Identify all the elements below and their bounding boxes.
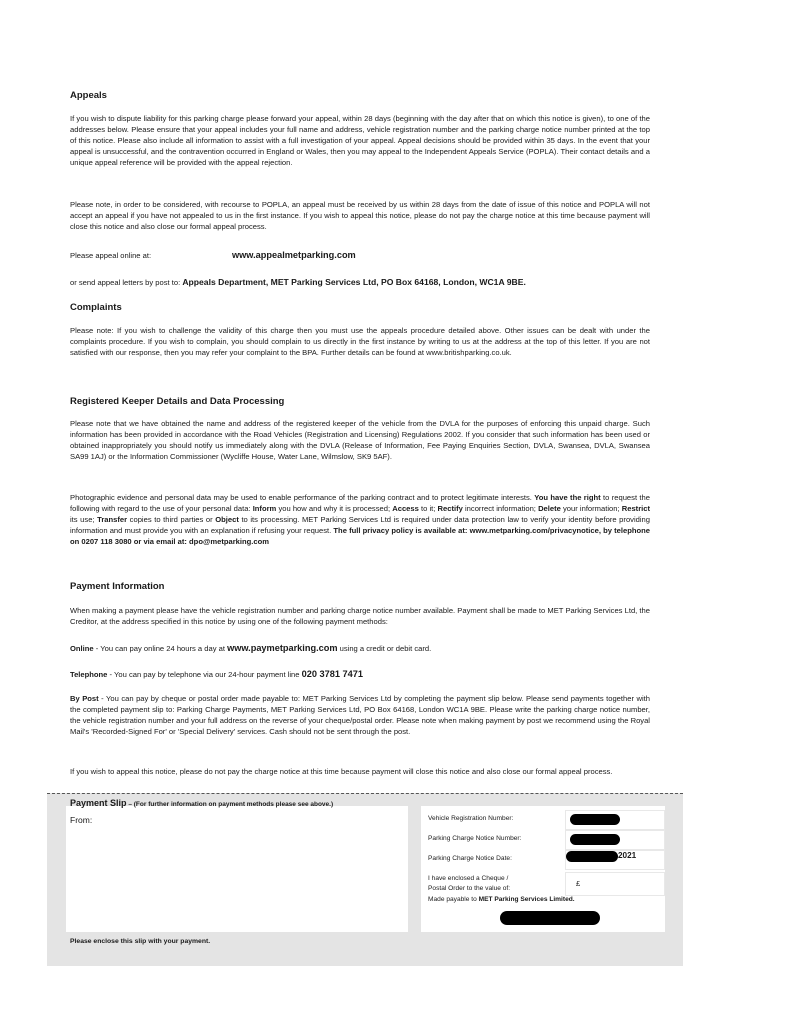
payment-post-text: - You can pay by cheque or postal order made payable to: MET Parking Services Ltd by completing the payment slip below. Please send payments together with the completed payment slip to: Parking Charge Payments, MET Parking Services Ltd, PO Box 64168, London WC1A 9BE. Please write the parking charge notice number, the vehicle registration number and your full address on the reverse of your cheque/postal order. Please note when making payment by post we recommend using the Royal Mail's 'Recorded-Signed For' or 'Special Delivery' services. Cash should not be sent through the post. <box>70 694 650 736</box>
from-address-box[interactable] <box>66 806 408 932</box>
rectify-text: incorrect information; <box>462 504 539 513</box>
appeal-post-address: Appeals Department, MET Parking Services Ltd, PO Box 64168, London, WC1A 9BE. <box>182 277 526 287</box>
cheque-label-2: Postal Order to the value of: <box>428 885 511 892</box>
payment-slip-title <box>70 798 333 808</box>
rights-bold: You have the right <box>534 493 601 502</box>
payable-label <box>428 896 575 903</box>
access-bold: Access <box>392 504 419 513</box>
payment-online-text: - You can pay online 24 hours a day at <box>93 644 228 653</box>
cheque-label-1: I have enclosed a Cheque / <box>428 875 509 882</box>
appeals-heading: Appeals <box>70 90 107 101</box>
payment-online-link[interactable]: www.paymetparking.com <box>227 643 338 653</box>
pcn-date-label: Parking Charge Notice Date: <box>428 855 512 862</box>
payment-heading: Payment Information <box>70 581 165 592</box>
payment-slip-title-text: Payment Slip <box>70 798 127 808</box>
payable-text: Made payable to <box>428 896 479 903</box>
keeper-photo-evidence-text: Photographic evidence and personal data may be used to enable performance of the parking contract and to protect legitimate interests. <box>70 493 532 502</box>
pcn-number-redaction <box>570 834 620 845</box>
appeal-online-link[interactable]: www.appealmetparking.com <box>232 250 356 260</box>
restrict-bold: Restrict <box>621 504 651 513</box>
signature-redaction <box>500 911 600 925</box>
complaints-heading: Complaints <box>70 302 122 313</box>
vrn-label: Vehicle Registration Number: <box>428 815 514 822</box>
vrn-redaction <box>570 814 620 825</box>
transfer-bold: Transfer <box>97 515 128 524</box>
enclose-instruction: Please enclose this slip with your payment. <box>70 938 211 945</box>
complaints-paragraph: Please note: If you wish to challenge the validity of this charge then you must use the appeals procedure detailed above. Other issues can be dealt with under the complaints procedure. If you wish to complain, you should complain to us directly in the first instance by writing to us at the address at the top of this letter. If you are not satisfied with our response, then you may refer your complaint to the BPA. Further details can be found at www.britishparking.co.uk. <box>70 326 650 357</box>
restrict-text: its use; <box>70 515 98 524</box>
payable-bold: MET Parking Services Limited. <box>478 896 575 903</box>
keeper-heading: Registered Keeper Details and Data Processing <box>70 396 285 407</box>
payment-online-row <box>70 643 650 654</box>
payment-post-row <box>70 693 650 737</box>
privacy-policy-bold: The full privacy policy is available at: www.metparking.com/privacynotice, by telephone on 0207 118 3080 or via email at: dpo@metparking.com <box>70 526 650 546</box>
appeal-online-row <box>70 250 650 261</box>
rectify-bold: Rectify <box>437 504 463 513</box>
payment-online-text-2: using a credit or debit card. <box>337 644 432 653</box>
payment-intro: When making a payment please have the vehicle registration number and parking charge notice number available. Payment shall be made to MET Parking Services Ltd, the Creditor, at the address specified in this notice by using one of the following payment methods: <box>70 606 650 626</box>
appeals-paragraph-1: If you wish to dispute liability for this parking charge please forward your appeal, within 28 days (beginning with the day after that on which this notice is given), to one of the addresses below. Please ensure that your appeal includes your full name and address, vehicle registration number and the parking charge notice number printed at the top of this notice. Please also include all information to assist with a full investigation of your appeal. Appeal decisions should be provided within 35 days. In the event that your appeal is unsuccessful, and the contravention occurred in England or Wales, then you may appeal to the Independent Appeals Service (POPLA). Their contact details and a unique appeal reference will be provided with the appeal rejection. <box>70 114 650 167</box>
payment-phone-number: 020 3781 7471 <box>301 669 363 679</box>
payment-closing: If you wish to appeal this notice, please do not pay the charge notice at this time because payment will close this notice and also close our formal appeal process. <box>70 767 613 776</box>
inform-text: you how and why it is processed; <box>276 504 393 513</box>
currency-symbol: £ <box>576 879 581 888</box>
payment-phone-text: - You can pay by telephone via our 24-hour payment line <box>107 670 302 679</box>
payment-online-bold: Online <box>70 644 94 653</box>
from-label: From: <box>70 815 93 825</box>
keeper-paragraph-2 <box>70 492 650 547</box>
transfer-text: copies to third parties or <box>127 515 216 524</box>
delete-bold: Delete <box>538 504 561 513</box>
appeal-post-row <box>70 277 650 288</box>
object-bold: Object <box>215 515 239 524</box>
delete-text: your information; <box>560 504 622 513</box>
appeal-post-label: or send appeal letters by post to: <box>70 278 181 287</box>
payment-phone-bold: Telephone <box>70 670 108 679</box>
appeals-paragraph-2: Please note, in order to be considered, with recourse to POPLA, an appeal must be received by us within 28 days from the date of issue of this notice and POPLA will not accept an appeal if you have not appealed to us in the first instance. If you wish to appeal this notice, please do not pay the charge notice at this time because payment will close this notice and also close our formal appeal process. <box>70 200 650 231</box>
pcn-date-redaction <box>566 851 618 862</box>
pcn-number-label: Parking Charge Notice Number: <box>428 835 522 842</box>
payment-slip-note: – (For further information on payment methods please see above.) <box>126 801 334 808</box>
inform-bold: Inform <box>252 504 277 513</box>
pcn-date-year: 2021 <box>618 851 637 860</box>
keeper-paragraph-1: Please note that we have obtained the name and address of the registered keeper of the vehicle from the DVLA for the purposes of enforcing this unpaid charge. Such information has been provided in accordance with the Road Vehicles (Registration and Licensing) Regulations 2002. If you consider that such information has been used or obtained inappropriately you should notify us immediately along with the DVLA (Release of Information, Fee Paying Enquiries Section, DVLA, Swansea, DVLA, Swansea SA99 1AJ) or the Information Commissioner (Wycliffe House, Water Lane, Wilmslow, SK9 5AF). <box>70 419 650 461</box>
payment-phone-row <box>70 669 650 680</box>
rights-text: to request the following with regard to the use of your personal data: <box>70 493 650 513</box>
access-text: to it; <box>418 504 438 513</box>
appeal-online-label: Please appeal online at: <box>70 251 152 260</box>
cut-line <box>47 793 683 794</box>
payment-post-bold: By Post <box>70 694 99 703</box>
object-text: to its processing. MET Parking Services Ltd is required under data protection law to verify your identity before providing information and must provide you with an explanation if refusing your request. <box>70 515 651 535</box>
